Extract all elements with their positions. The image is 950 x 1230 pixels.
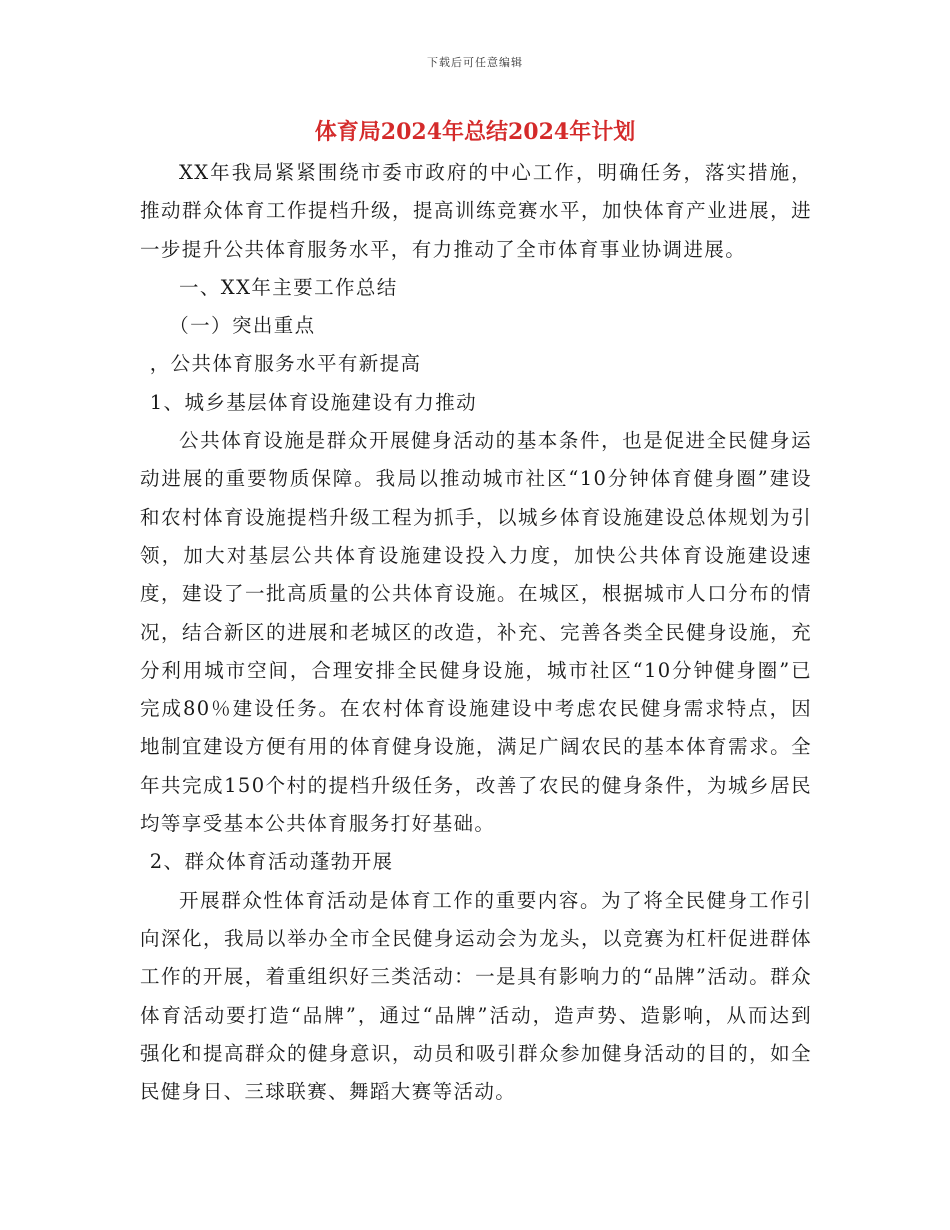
item-heading-2: 2、群众体育活动蓬勃开展 [149, 850, 394, 874]
subsection-heading-1: （一）突出重点 [169, 314, 316, 338]
item-heading-1: 1、城乡基层体育设施建设有力推动 [149, 390, 478, 414]
section-heading-1: 一、XX年主要工作总结 [179, 275, 398, 299]
document-title: 体育局2024年总结2024年计划 [314, 119, 636, 145]
document-body [140, 154, 812, 1111]
paragraph-activities: 开展群众性体育活动是体育工作的重要内容。为了将全民健身工作引向深化，我局以举办全市全民健身运动会为龙头，以竞赛为杠杆促进群体工作的开展，着重组织好三类活动：一是具有影响力的“品牌”活动。群众体育活动要打造“品牌”，通过“品牌”活动，造声势、造影响，从而达到强化和提高群众的健身意识，动员和吸引群众参加健身活动的目的，如全民健身日、三球联赛、舞蹈大赛等活动。 [140, 888, 812, 1104]
page-header-note: 下载后可任意编辑 [427, 56, 523, 69]
intro-paragraph: XX年我局紧紧围绕市委市政府的中心工作，明确任务，落实措施，推动群众体育工作提档升级，提高训练竞赛水平，加快体育产业进展，进一步提升公共体育服务水平，有力推动了全市体育事业协调进展。 [140, 161, 812, 261]
subsection-heading-continued: ，公共体育服务水平有新提高 [149, 352, 422, 376]
paragraph-facilities: 公共体育设施是群众开展健身活动的基本条件，也是促进全民健身运动进展的重要物质保障。我局以推动城市社区“10分钟体育健身圈”建设和农村体育设施提档升级工程为抓手，以城乡体育设施建设总体规划为引领，加大对基层公共体育设施建设投入力度，加快公共体育设施建设速度，建设了一批高质量的公共体育设施。在城区，根据城市人口分布的情况，结合新区的进展和老城区的改造，补充、完善各类全民健身设施，充分利用城市空间，合理安排全民健身设施，城市社区“10分钟健身圈”已完成80％建设任务。在农村体育设施建设中考虑农民健身需求特点，因地制宜建设方便有用的体育健身设施，满足广阔农民的基本体育需求。全年共完成150个村的提档升级任务，改善了农民的健身条件，为城乡居民均等享受基本公共体育服务打好基础。 [140, 429, 812, 836]
